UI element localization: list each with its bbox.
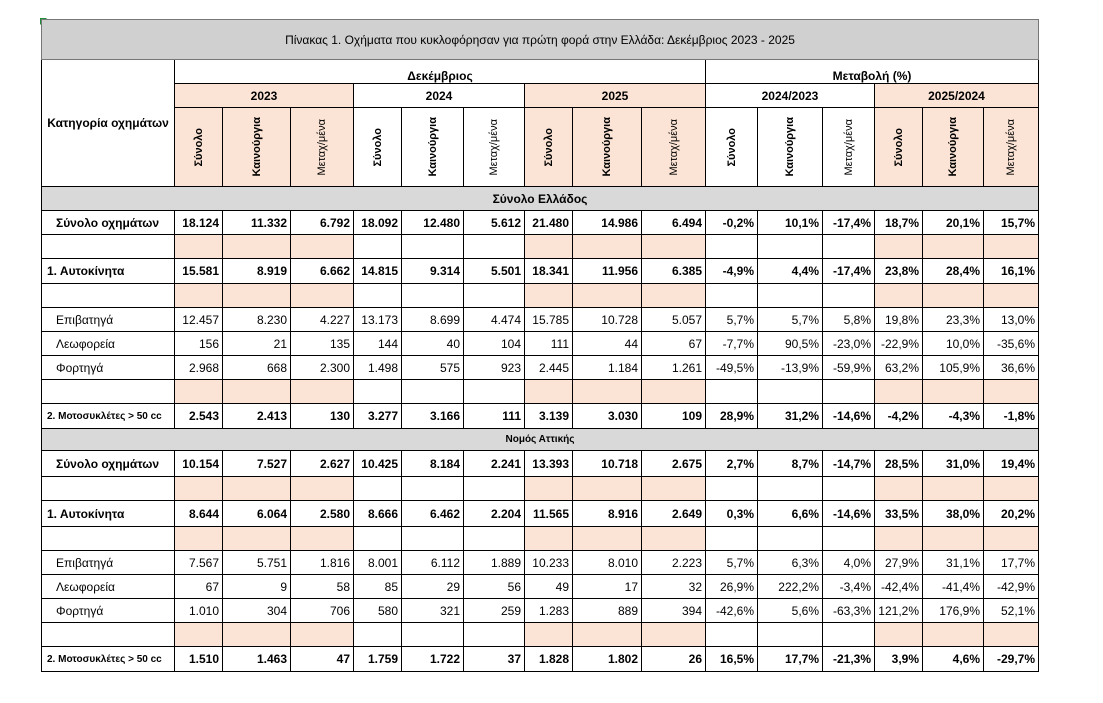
spacer-row bbox=[42, 477, 1039, 501]
value-cell: 5.501 bbox=[464, 259, 525, 284]
value-cell: 135 bbox=[291, 332, 354, 356]
table-row bbox=[42, 599, 1039, 623]
value-cell: -4,9% bbox=[706, 259, 758, 284]
value-cell: 5.751 bbox=[223, 551, 291, 575]
value-cell: 18.092 bbox=[354, 211, 402, 235]
value-cell: 2.413 bbox=[223, 404, 291, 429]
value-cell: 49 bbox=[525, 575, 573, 599]
value-cell: 12.480 bbox=[402, 211, 464, 235]
value-cell: 2.241 bbox=[464, 451, 525, 477]
value-cell: 6.792 bbox=[291, 211, 354, 235]
subheader-label: Σύνολο bbox=[371, 127, 384, 167]
value-cell: 16,1% bbox=[984, 259, 1039, 284]
year-2024-header: 2024 bbox=[354, 84, 525, 108]
value-cell: 176,9% bbox=[923, 599, 984, 623]
change-header: Μεταβολή (%) bbox=[706, 60, 1039, 84]
value-cell: -21,3% bbox=[823, 647, 875, 672]
value-cell: -41,4% bbox=[923, 575, 984, 599]
value-cell: 56 bbox=[464, 575, 525, 599]
value-cell: -1,8% bbox=[984, 404, 1039, 429]
value-cell: 21 bbox=[223, 332, 291, 356]
value-cell: 1.498 bbox=[354, 356, 402, 380]
value-cell: 31,0% bbox=[923, 451, 984, 477]
value-cell: 111 bbox=[525, 332, 573, 356]
value-cell: 26 bbox=[642, 647, 706, 672]
table-row bbox=[42, 356, 1039, 380]
value-cell: -59,9% bbox=[823, 356, 875, 380]
value-cell: 304 bbox=[223, 599, 291, 623]
value-cell: 6,3% bbox=[758, 551, 823, 575]
value-cell: 2.968 bbox=[175, 356, 223, 380]
subheader-label: Μεταχ/μένα bbox=[316, 118, 328, 176]
value-cell: 1.828 bbox=[525, 647, 573, 672]
value-cell: -42,9% bbox=[984, 575, 1039, 599]
change-2025-2024-header: 2025/2024 bbox=[875, 84, 1039, 108]
value-cell: -0,2% bbox=[706, 211, 758, 235]
value-cell: 32 bbox=[642, 575, 706, 599]
value-cell: 2.223 bbox=[642, 551, 706, 575]
year-2025-header: 2025 bbox=[525, 84, 706, 108]
row-label: Επιβατηγά bbox=[42, 308, 175, 332]
value-cell: 10.718 bbox=[573, 451, 642, 477]
value-cell: 5.612 bbox=[464, 211, 525, 235]
row-label: Σύνολο οχημάτων bbox=[42, 211, 175, 235]
value-cell: -29,7% bbox=[984, 647, 1039, 672]
value-cell: -42,4% bbox=[875, 575, 923, 599]
value-cell: 37 bbox=[464, 647, 525, 672]
subheader-cell bbox=[354, 108, 402, 187]
value-cell: 8.644 bbox=[175, 501, 223, 527]
value-cell: 4,0% bbox=[823, 551, 875, 575]
row-label: 1. Αυτοκίνητα bbox=[42, 259, 175, 284]
value-cell: 3,9% bbox=[875, 647, 923, 672]
value-cell: 21.480 bbox=[525, 211, 573, 235]
category-header: Κατηγορία οχημάτων bbox=[42, 60, 175, 187]
subheader-cell bbox=[402, 108, 464, 187]
section-header-row bbox=[42, 187, 1039, 211]
value-cell: 1.184 bbox=[573, 356, 642, 380]
change-2024-2023-header: 2024/2023 bbox=[706, 84, 875, 108]
value-cell: 6.494 bbox=[642, 211, 706, 235]
value-cell: 2.445 bbox=[525, 356, 573, 380]
section-title: Νομός Αττικής bbox=[42, 429, 1039, 451]
subheader-label: Καινούργια bbox=[947, 117, 959, 177]
value-cell: 9 bbox=[223, 575, 291, 599]
value-cell: 923 bbox=[464, 356, 525, 380]
value-cell: 8.001 bbox=[354, 551, 402, 575]
table-row bbox=[42, 211, 1039, 235]
value-cell: -17,4% bbox=[823, 211, 875, 235]
value-cell: 18.341 bbox=[525, 259, 573, 284]
value-cell: 6.662 bbox=[291, 259, 354, 284]
value-cell: 2.627 bbox=[291, 451, 354, 477]
value-cell: 15.581 bbox=[175, 259, 223, 284]
value-cell: -4,3% bbox=[923, 404, 984, 429]
table-row bbox=[42, 575, 1039, 599]
value-cell: 31,1% bbox=[923, 551, 984, 575]
value-cell: 85 bbox=[354, 575, 402, 599]
vehicles-table bbox=[41, 19, 1039, 672]
value-cell: 8.699 bbox=[402, 308, 464, 332]
subheader-label: Σύνολο bbox=[725, 127, 738, 167]
value-cell: 4,4% bbox=[758, 259, 823, 284]
value-cell: 2.675 bbox=[642, 451, 706, 477]
subheader-label: Σύνολο bbox=[892, 127, 905, 167]
value-cell: 38,0% bbox=[923, 501, 984, 527]
value-cell: 67 bbox=[642, 332, 706, 356]
value-cell: 8.919 bbox=[223, 259, 291, 284]
value-cell: 11.956 bbox=[573, 259, 642, 284]
row-label: 2. Μοτοσυκλέτες > 50 cc bbox=[42, 404, 175, 429]
subheader-label: Σύνολο bbox=[192, 127, 205, 167]
value-cell: -14,6% bbox=[823, 501, 875, 527]
value-cell: -42,6% bbox=[706, 599, 758, 623]
value-cell: 4.474 bbox=[464, 308, 525, 332]
value-cell: 11.332 bbox=[223, 211, 291, 235]
table-row bbox=[42, 332, 1039, 356]
value-cell: -22,9% bbox=[875, 332, 923, 356]
value-cell: 5,8% bbox=[823, 308, 875, 332]
subheader-label: Μεταχ/μένα bbox=[488, 118, 500, 176]
value-cell: 10.154 bbox=[175, 451, 223, 477]
value-cell: 6.385 bbox=[642, 259, 706, 284]
value-cell: 104 bbox=[464, 332, 525, 356]
value-cell: 259 bbox=[464, 599, 525, 623]
row-label: Λεωφορεία bbox=[42, 332, 175, 356]
value-cell: 20,1% bbox=[923, 211, 984, 235]
value-cell: 7.527 bbox=[223, 451, 291, 477]
value-cell: 9.314 bbox=[402, 259, 464, 284]
value-cell: 1.802 bbox=[573, 647, 642, 672]
year-2023-header: 2023 bbox=[175, 84, 354, 108]
value-cell: 11.565 bbox=[525, 501, 573, 527]
subheader-cell bbox=[923, 108, 984, 187]
subheader-label: Σύνολο bbox=[542, 127, 555, 167]
value-cell: 13.173 bbox=[354, 308, 402, 332]
value-cell: 105,9% bbox=[923, 356, 984, 380]
value-cell: 575 bbox=[402, 356, 464, 380]
value-cell: 19,8% bbox=[875, 308, 923, 332]
value-cell: 1.889 bbox=[464, 551, 525, 575]
value-cell: -4,2% bbox=[875, 404, 923, 429]
value-cell: 1.759 bbox=[354, 647, 402, 672]
value-cell: -49,5% bbox=[706, 356, 758, 380]
value-cell: 7.567 bbox=[175, 551, 223, 575]
value-cell: 8,7% bbox=[758, 451, 823, 477]
value-cell: 15,7% bbox=[984, 211, 1039, 235]
value-cell: 8.010 bbox=[573, 551, 642, 575]
row-label: Σύνολο οχημάτων bbox=[42, 451, 175, 477]
value-cell: 3.030 bbox=[573, 404, 642, 429]
value-cell: 29 bbox=[402, 575, 464, 599]
value-cell: 10,0% bbox=[923, 332, 984, 356]
value-cell: 1.722 bbox=[402, 647, 464, 672]
value-cell: 130 bbox=[291, 404, 354, 429]
value-cell: 3.277 bbox=[354, 404, 402, 429]
value-cell: 0,3% bbox=[706, 501, 758, 527]
subheader-cell bbox=[525, 108, 573, 187]
value-cell: 4,6% bbox=[923, 647, 984, 672]
value-cell: 5,7% bbox=[758, 308, 823, 332]
subheader-cell bbox=[642, 108, 706, 187]
value-cell: -23,0% bbox=[823, 332, 875, 356]
value-cell: 23,3% bbox=[923, 308, 984, 332]
value-cell: 109 bbox=[642, 404, 706, 429]
spacer-row bbox=[42, 284, 1039, 308]
subheader-label: Καινούργια bbox=[426, 117, 439, 177]
row-label: Λεωφορεία bbox=[42, 575, 175, 599]
value-cell: -13,9% bbox=[758, 356, 823, 380]
value-cell: 13.393 bbox=[525, 451, 573, 477]
value-cell: 33,5% bbox=[875, 501, 923, 527]
row-label: Φορτηγά bbox=[42, 356, 175, 380]
value-cell: 5.057 bbox=[642, 308, 706, 332]
value-cell: 20,2% bbox=[984, 501, 1039, 527]
value-cell: 26,9% bbox=[706, 575, 758, 599]
row-label: 1. Αυτοκίνητα bbox=[42, 501, 175, 527]
value-cell: 31,2% bbox=[758, 404, 823, 429]
value-cell: -7,7% bbox=[706, 332, 758, 356]
value-cell: 321 bbox=[402, 599, 464, 623]
spacer-row bbox=[42, 235, 1039, 259]
value-cell: 1.816 bbox=[291, 551, 354, 575]
value-cell: 2,7% bbox=[706, 451, 758, 477]
value-cell: 12.457 bbox=[175, 308, 223, 332]
spacer-row bbox=[42, 623, 1039, 647]
value-cell: 6,6% bbox=[758, 501, 823, 527]
value-cell: 5,6% bbox=[758, 599, 823, 623]
value-cell: 67 bbox=[175, 575, 223, 599]
value-cell: 6.112 bbox=[402, 551, 464, 575]
value-cell: 8.184 bbox=[402, 451, 464, 477]
subheader-cell bbox=[823, 108, 875, 187]
value-cell: 111 bbox=[464, 404, 525, 429]
value-cell: 1.463 bbox=[223, 647, 291, 672]
value-cell: 14.815 bbox=[354, 259, 402, 284]
section-title: Σύνολο Ελλάδος bbox=[42, 187, 1039, 211]
table-row bbox=[42, 259, 1039, 284]
value-cell: 8.230 bbox=[223, 308, 291, 332]
subheader-label: Καινούργια bbox=[784, 117, 796, 177]
value-cell: 15.785 bbox=[525, 308, 573, 332]
value-cell: 18,7% bbox=[875, 211, 923, 235]
subheader-cell bbox=[573, 108, 642, 187]
subheader-cell bbox=[758, 108, 823, 187]
value-cell: 668 bbox=[223, 356, 291, 380]
table-row bbox=[42, 404, 1039, 429]
value-cell: 23,8% bbox=[875, 259, 923, 284]
value-cell: 706 bbox=[291, 599, 354, 623]
value-cell: 121,2% bbox=[875, 599, 923, 623]
row-label: Επιβατηγά bbox=[42, 551, 175, 575]
value-cell: 27,9% bbox=[875, 551, 923, 575]
subheader-label: Καινούργια bbox=[601, 117, 613, 177]
value-cell: 18.124 bbox=[175, 211, 223, 235]
table-row bbox=[42, 551, 1039, 575]
value-cell: 6.064 bbox=[223, 501, 291, 527]
value-cell: 1.010 bbox=[175, 599, 223, 623]
value-cell: 889 bbox=[573, 599, 642, 623]
value-cell: 2.204 bbox=[464, 501, 525, 527]
subheader-cell bbox=[223, 108, 291, 187]
table-row bbox=[42, 647, 1039, 672]
value-cell: 17,7% bbox=[758, 647, 823, 672]
value-cell: 19,4% bbox=[984, 451, 1039, 477]
table-title: Πίνακας 1. Οχήματα που κυκλοφόρησαν για πρώτη φορά στην Ελλάδα: Δεκέμβριος 2023 - 2025 bbox=[42, 20, 1039, 60]
december-header: Δεκέμβριος bbox=[175, 60, 706, 84]
value-cell: 2.649 bbox=[642, 501, 706, 527]
value-cell: 40 bbox=[402, 332, 464, 356]
value-cell: 10,1% bbox=[758, 211, 823, 235]
subheader-label: Μεταχ/μένα bbox=[667, 118, 680, 176]
subheader-label: Μεταχ/μένα bbox=[842, 118, 855, 176]
value-cell: 16,5% bbox=[706, 647, 758, 672]
value-cell: 90,5% bbox=[758, 332, 823, 356]
value-cell: 17 bbox=[573, 575, 642, 599]
section-header-row bbox=[42, 429, 1039, 451]
value-cell: -3,4% bbox=[823, 575, 875, 599]
spacer-row bbox=[42, 527, 1039, 551]
value-cell: 10.425 bbox=[354, 451, 402, 477]
value-cell: 8.916 bbox=[573, 501, 642, 527]
spacer-row bbox=[42, 380, 1039, 404]
table-row bbox=[42, 501, 1039, 527]
value-cell: 28,5% bbox=[875, 451, 923, 477]
value-cell: 13,0% bbox=[984, 308, 1039, 332]
value-cell: 28,4% bbox=[923, 259, 984, 284]
value-cell: -35,6% bbox=[984, 332, 1039, 356]
value-cell: 5,7% bbox=[706, 308, 758, 332]
value-cell: 63,2% bbox=[875, 356, 923, 380]
value-cell: 1.510 bbox=[175, 647, 223, 672]
value-cell: 3.139 bbox=[525, 404, 573, 429]
row-label: 2. Μοτοσυκλέτες > 50 cc bbox=[42, 647, 175, 672]
value-cell: 4.227 bbox=[291, 308, 354, 332]
value-cell: 1.261 bbox=[642, 356, 706, 380]
table-row bbox=[42, 451, 1039, 477]
subheader-label: Μεταχ/μένα bbox=[1005, 118, 1017, 176]
value-cell: -63,3% bbox=[823, 599, 875, 623]
value-cell: 14.986 bbox=[573, 211, 642, 235]
subheader-label: Καινούργια bbox=[250, 117, 263, 177]
value-cell: 2.580 bbox=[291, 501, 354, 527]
subheader-cell bbox=[464, 108, 525, 187]
value-cell: 5,7% bbox=[706, 551, 758, 575]
subheader-cell bbox=[875, 108, 923, 187]
value-cell: 8.666 bbox=[354, 501, 402, 527]
value-cell: 28,9% bbox=[706, 404, 758, 429]
value-cell: 580 bbox=[354, 599, 402, 623]
value-cell: 10.233 bbox=[525, 551, 573, 575]
value-cell: 2.300 bbox=[291, 356, 354, 380]
value-cell: 394 bbox=[642, 599, 706, 623]
subheader-cell bbox=[291, 108, 354, 187]
value-cell: 47 bbox=[291, 647, 354, 672]
value-cell: 17,7% bbox=[984, 551, 1039, 575]
value-cell: 3.166 bbox=[402, 404, 464, 429]
subheader-cell bbox=[984, 108, 1039, 187]
value-cell: 44 bbox=[573, 332, 642, 356]
table-row bbox=[42, 308, 1039, 332]
value-cell: 1.283 bbox=[525, 599, 573, 623]
value-cell: 6.462 bbox=[402, 501, 464, 527]
value-cell: -14,7% bbox=[823, 451, 875, 477]
value-cell: 58 bbox=[291, 575, 354, 599]
value-cell: 144 bbox=[354, 332, 402, 356]
value-cell: -17,4% bbox=[823, 259, 875, 284]
value-cell: 222,2% bbox=[758, 575, 823, 599]
value-cell: 52,1% bbox=[984, 599, 1039, 623]
value-cell: 2.543 bbox=[175, 404, 223, 429]
value-cell: 36,6% bbox=[984, 356, 1039, 380]
subheader-cell bbox=[706, 108, 758, 187]
value-cell: 156 bbox=[175, 332, 223, 356]
row-label: Φορτηγά bbox=[42, 599, 175, 623]
subheader-cell bbox=[175, 108, 223, 187]
value-cell: 10.728 bbox=[573, 308, 642, 332]
value-cell: -14,6% bbox=[823, 404, 875, 429]
